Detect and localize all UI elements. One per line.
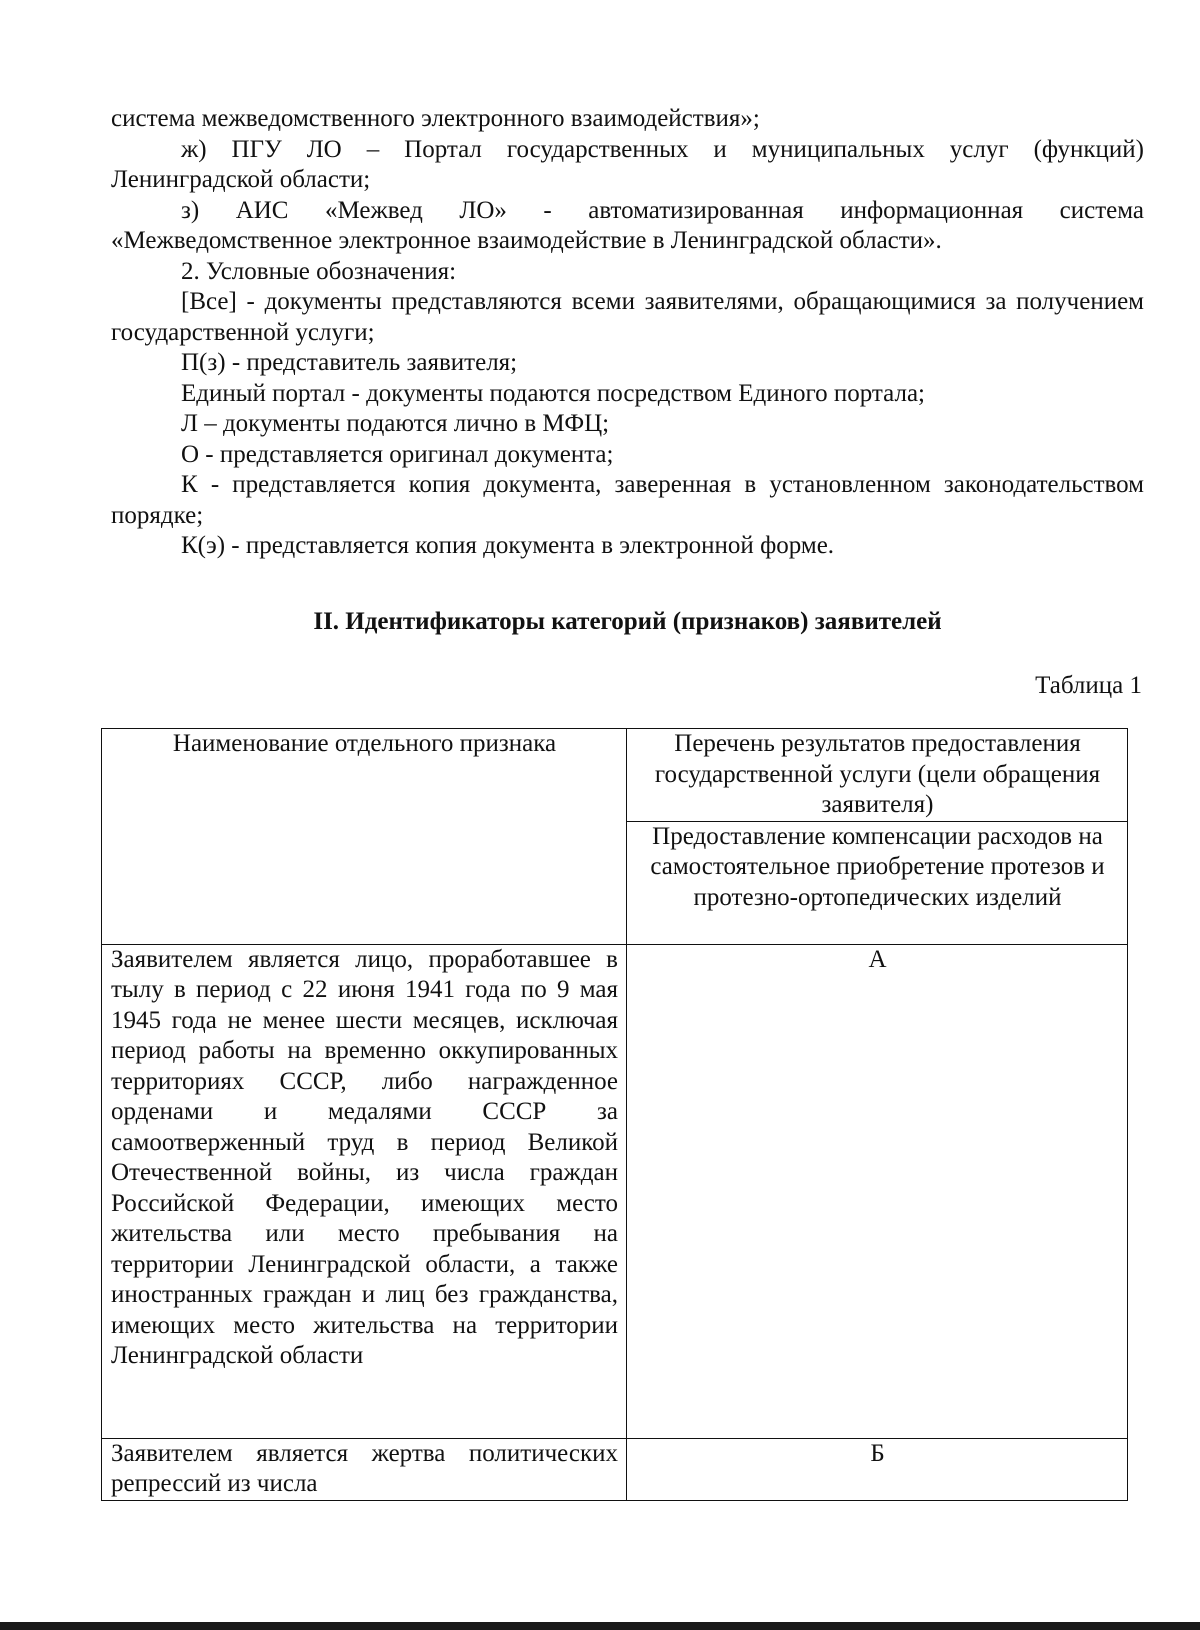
legend-item-personal: Л – документы подаются лично в МФЦ; bbox=[181, 410, 610, 437]
header-results-list: Перечень результатов предоставления государственной услуги (цели обращения заявителя) bbox=[627, 729, 1128, 822]
section-heading: II. Идентификаторы категорий (признаков) заявителей bbox=[313, 608, 942, 635]
scan-bottom-edge bbox=[0, 1622, 1200, 1630]
definition-e-tail: система межведомственного электронного взаимодействия»; bbox=[111, 105, 760, 132]
definitions-and-legend bbox=[111, 104, 1144, 562]
legend-item-copy: К - представляется копия документа, заверенная в установленном законодательством порядке; bbox=[111, 471, 1144, 529]
feature-cell: Заявителем является лицо, проработавшее в тылу в период с 22 июня 1941 года по 9 мая 1945 года не менее шести месяцев, исключая период работы на временно оккупированных территориях СССР, либо награжденное орденами и медалями СССР за самоотверженный труд в период Великой Отечественной войны, из числа граждан Российской Федерации, имеющих место жительства или место пребывания на территории Ленинградской области, а также иностранных граждан и лиц без гражданства, имеющих место жительства на территории Ленинградской области bbox=[102, 944, 627, 1438]
table-header-row bbox=[102, 729, 1128, 822]
feature-cell: Заявителем является жертва политических репрессий из числа bbox=[102, 1438, 627, 1500]
code-cell: А bbox=[627, 944, 1128, 1438]
code-cell: Б bbox=[627, 1438, 1128, 1500]
legend-item-original: О - представляется оригинал документа; bbox=[181, 440, 614, 468]
header-compensation: Предоставление компенсации расходов на самостоятельное приобретение протезов и протезно-ортопедических изделий bbox=[627, 821, 1128, 944]
legend-item-portal: Единый портал - документы подаются посредством Единого портала; bbox=[181, 379, 925, 407]
definition-z: з) АИС «Межвед ЛО» - автоматизированная информационная система «Межведомственное электронное взаимодействие в Ленинградской области». bbox=[111, 196, 1144, 254]
table-row bbox=[102, 944, 1128, 1438]
legend-item-electronic-copy: К(э) - представляется копия документа в электронной форме. bbox=[181, 532, 835, 559]
header-feature-name: Наименование отдельного признака bbox=[102, 729, 627, 945]
legend-title: 2. Условные обозначения: bbox=[181, 257, 457, 285]
legend-item-all: [Все] - документы представляются всеми заявителями, обращающимися за получением государственной услуги; bbox=[111, 288, 1144, 346]
definition-zh: ж) ПГУ ЛО – Портал государственных и муниципальных услуг (функций) Ленинградской области; bbox=[111, 135, 1144, 193]
table-label: Таблица 1 bbox=[1035, 672, 1142, 699]
applicant-categories-table bbox=[101, 728, 1128, 1501]
table-row bbox=[102, 1438, 1128, 1500]
legend-item-representative: П(з) - представитель заявителя; bbox=[181, 349, 518, 376]
